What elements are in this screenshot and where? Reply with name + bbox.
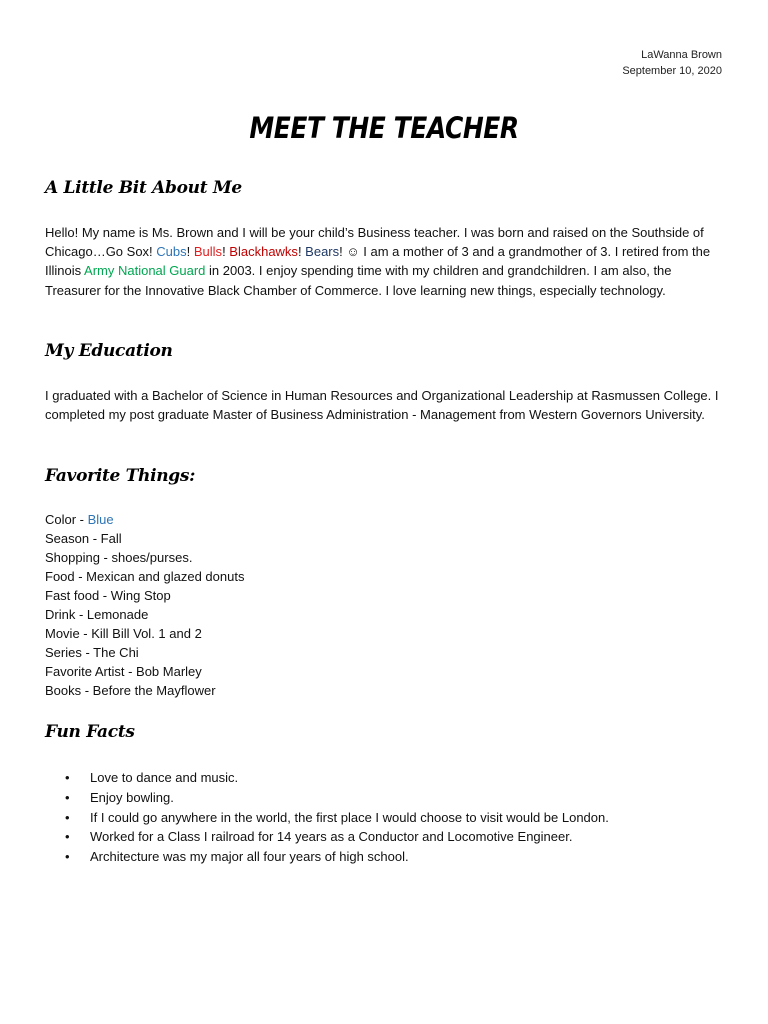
list-item: Series - The Chi — [45, 645, 139, 660]
about-text-3: in 2003. I enjoy spending time with my children and grandchildren. I am also, the Treasurer for the Innovative Black Chamber of Commerce. I love learning new things, especially technology. — [45, 263, 672, 298]
fun-fact-text: Worked for a Class I railroad for 14 years as a Conductor and Locomotive Engineer. — [90, 829, 573, 845]
author-name: LaWanna Brown — [641, 49, 722, 61]
list-item: Movie - Kill Bill Vol. 1 and 2 — [45, 626, 202, 641]
education-paragraph: I graduated with a Bachelor of Science in Human Resources and Organizational Leadership at Rasmussen College. I completed my post graduate Master of Business Administration - Management from Western Governors University. — [45, 388, 719, 423]
smiley-icon: ☺ — [346, 244, 360, 260]
bulls-text: Bulls — [193, 244, 223, 260]
army-national-guard-text: Army National Guard — [84, 263, 206, 279]
list-item — [65, 808, 609, 828]
about-heading: A Little Bit About Me — [45, 178, 242, 198]
page-title: MEET THE TEACHER — [249, 111, 519, 145]
list-item: Food - Mexican and glazed donuts — [45, 569, 245, 584]
list-item: Books - Before the Mayflower — [45, 683, 216, 698]
fun-fact-text: Architecture was my major all four years of high school. — [90, 849, 409, 865]
list-item — [65, 847, 609, 867]
fun-facts-heading: Fun Facts — [45, 722, 135, 742]
document-date: September 10, 2020 — [622, 65, 722, 77]
list-item: Season - Fall — [45, 531, 122, 546]
bang-4: ! — [339, 244, 347, 260]
list-item — [65, 788, 609, 808]
bullet-icon: • — [65, 770, 70, 785]
list-item: Drink - Lemonade — [45, 607, 149, 622]
favorites-list — [45, 510, 244, 700]
education-heading: My Education — [45, 341, 173, 361]
favorites-heading: Favorite Things: — [45, 466, 196, 486]
about-paragraph — [45, 223, 730, 300]
list-item: Favorite Artist - Bob Marley — [45, 664, 202, 679]
blackhawks-text: Blackhawks — [229, 244, 298, 260]
about-text-2: I am a mother of 3 and a grandmother of 3. I retired from the Illinois — [45, 244, 711, 279]
fun-fact-text: Enjoy bowling. — [90, 789, 174, 805]
bullet-icon: • — [65, 809, 70, 825]
bears-text: Bears — [305, 244, 340, 260]
favorite-color-label: Color - — [45, 512, 88, 527]
fun-fact-text: Love to dance and music. — [90, 770, 239, 785]
bullet-icon: • — [65, 849, 70, 865]
bang-1: ! — [186, 244, 194, 260]
list-item — [45, 510, 244, 529]
fun-fact-text: If I could go anywhere in the world, the first place I would choose to visit would be London. — [90, 809, 609, 825]
document-header — [622, 47, 722, 79]
bang-3: ! — [297, 244, 306, 260]
list-item — [65, 768, 609, 788]
list-item — [65, 827, 609, 847]
favorite-color-value: Blue — [87, 512, 114, 527]
fun-facts-list — [65, 768, 609, 867]
cubs-text: Cubs — [156, 244, 187, 260]
about-text-1: Hello! My name is Ms. Brown and I will be your child’s Business teacher. I was born and raised on the Southside of Chicago…Go Sox! — [45, 225, 704, 260]
list-item: Shopping - shoes/purses. — [45, 550, 193, 565]
bullet-icon: • — [65, 789, 70, 805]
bang-2: ! — [222, 244, 230, 260]
list-item: Fast food - Wing Stop — [45, 588, 171, 603]
bullet-icon: • — [65, 829, 70, 845]
